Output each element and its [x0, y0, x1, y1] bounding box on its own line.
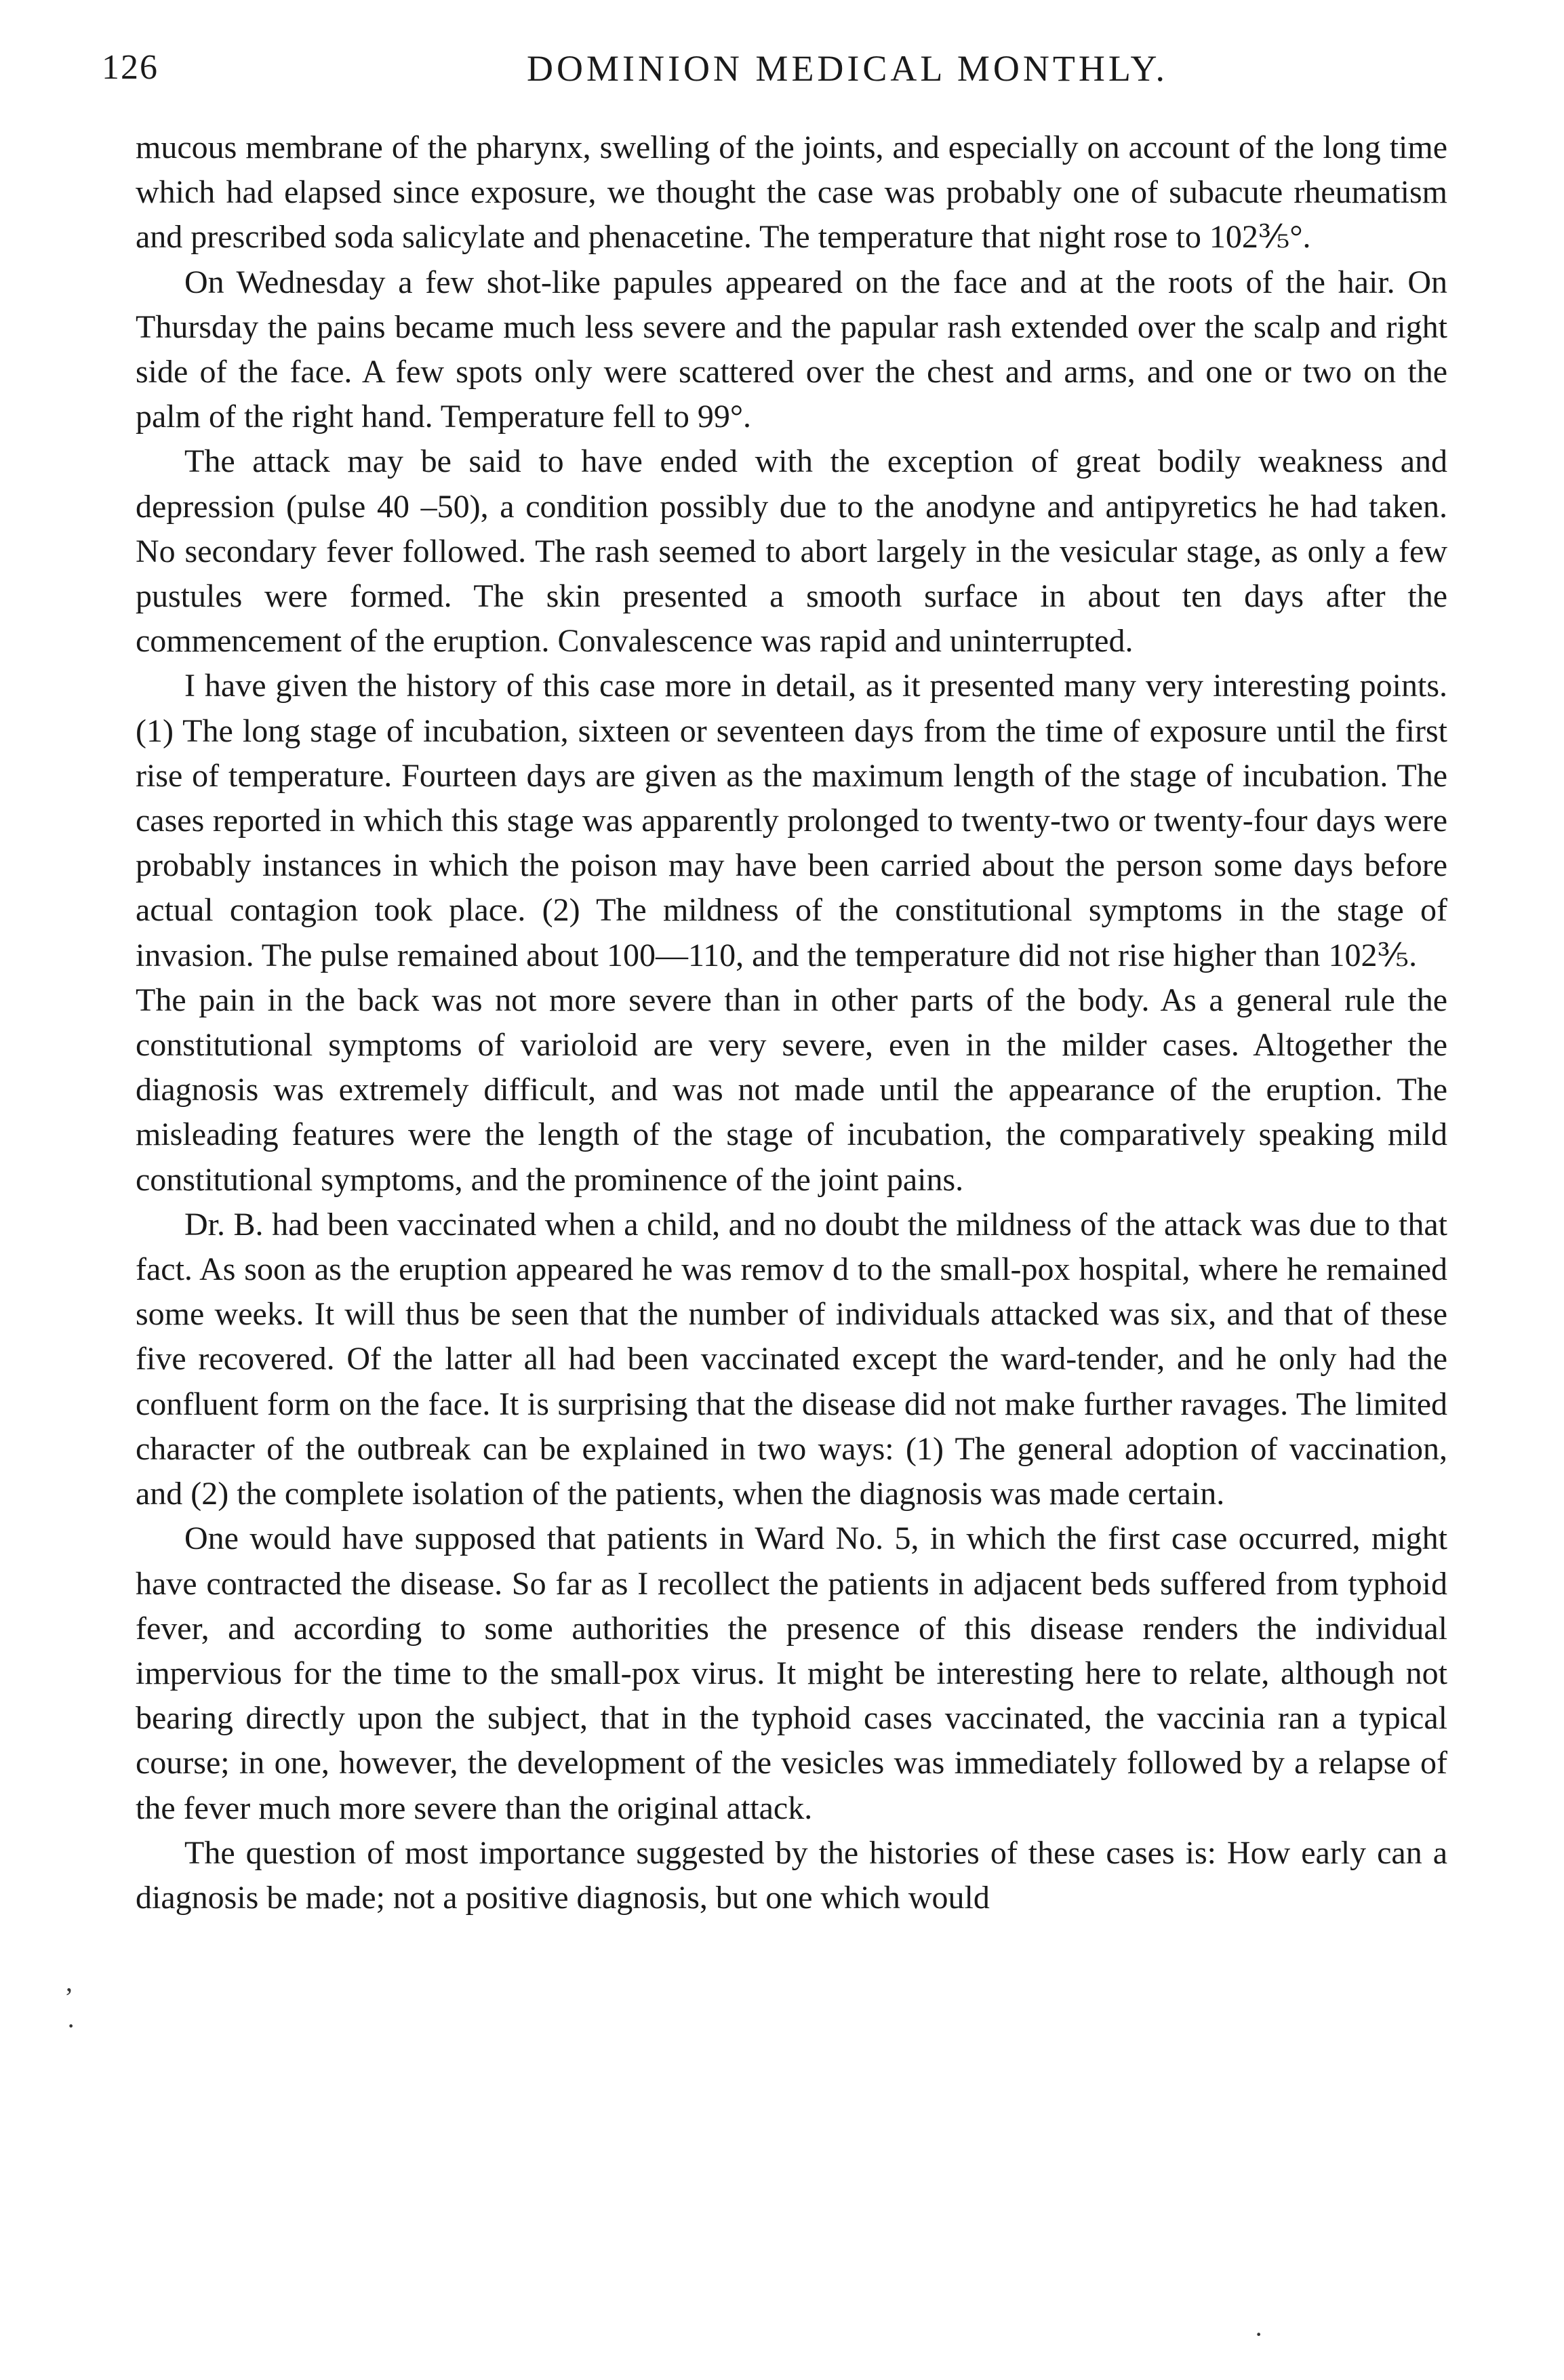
running-head	[102, 47, 1458, 102]
margin-speck: ·	[66, 2011, 76, 2041]
paragraph: The question of most importance suggested by the histories of these cases is: How early can a diagnosis be made; not a positive diagnosis, but one which would	[136, 1834, 1447, 1916]
margin-speck: ‚	[64, 1966, 74, 1997]
paragraph: The attack may be said to have ended with the exception of great bodily weakness and depression (pulse 40 –50), a condition possibly due to the anodyne and antipyretics he had taken. No secondary fever followed. The rash seemed to abort largely in the vesicular stage, as only a few pustules were formed. The skin presented a smooth surface in about ten days after the commencement of the eruption. Convalescence was rapid and uninterrupted.	[136, 443, 1447, 660]
page-number: 126	[102, 48, 159, 87]
bottom-speck: ·	[1254, 2319, 1264, 2349]
paragraph: One would have supposed that patients in Ward No. 5, in which the first case occurred, might have contracted the disease. So far as I recollect the patients in adjacent beds suffered from typhoid fever, and according to some authorities the presence of this disease renders the individual impervious for the time to the small-pox virus. It might be interesting here to relate, although not bearing directly upon the subject, that in the typhoid cases vaccinated, the vaccinia ran a typical course; in one, however, the development of the vesicles was immediately followed by a relapse of the fever much more severe than the original attack.	[136, 1520, 1447, 1826]
paragraph: On Wednesday a few shot-like papules appeared on the face and at the roots of the hair. On Thursday the pains became much less severe and the papular rash extended over the scalp and right side of the face. A few spots only were scattered over the chest and arms, and one or two on the palm of the right hand. Temperature fell to 99°.	[136, 264, 1447, 435]
paragraph: Dr. B. had been vaccinated when a child, and no doubt the mildness of the attack was due to that fact. As soon as the eruption appeared he was remov d to the small-pox hospital, where he remained some weeks. It will thus be seen that the number of individuals attacked was six, and that of these five recovered. Of the latter all had been vaccinated except the ward-tender, and he only had the confluent form on the face. It is surprising that the disease did not make further ravages. The limited character of the outbreak can be explained in two ways: (1) The general adoption of vaccination, and (2) the complete isolation of the patients, when the diagnosis was made certain.	[136, 1206, 1447, 1512]
paragraph: The pain in the back was not more severe than in other parts of the body. As a general rule the constitutional symptoms of varioloid are very severe, even in the milder cases. Altogether the diagnosis was extremely difficult, and was not made until the appearance of the eruption. The misleading features were the length of the stage of incubation, the comparatively speaking mild constitutional symptoms, and the prominence of the joint pains.	[136, 982, 1447, 1198]
paragraph: I have given the history of this case more in detail, as it presented many very interesting points. (1) The long stage of incubation, sixteen or seventeen days from the time of exposure until the first rise of temperature. Fourteen days are given as the maximum length of the stage of incubation. The cases reported in which this stage was apparently prolonged to twenty-two or twenty-four days were probably instances in which the poison may have been carried about the person some days before actual contagion took place. (2) The mildness of the constitutional symptoms in the stage of invasion. The pulse remained about 100—110, and the temperature did not rise higher than 102⅗.	[136, 668, 1447, 973]
paragraph: mucous membrane of the pharynx, swelling of the joints, and especially on account of the long time which had elapsed since exposure, we thought the case was probably one of subacute rheumatism and prescribed soda salicylate and phenacetine. The temperature that night rose to 102⅗°.	[136, 129, 1447, 256]
article-body	[136, 125, 1447, 1920]
journal-title: DOMINION MEDICAL MONTHLY.	[526, 48, 1169, 89]
